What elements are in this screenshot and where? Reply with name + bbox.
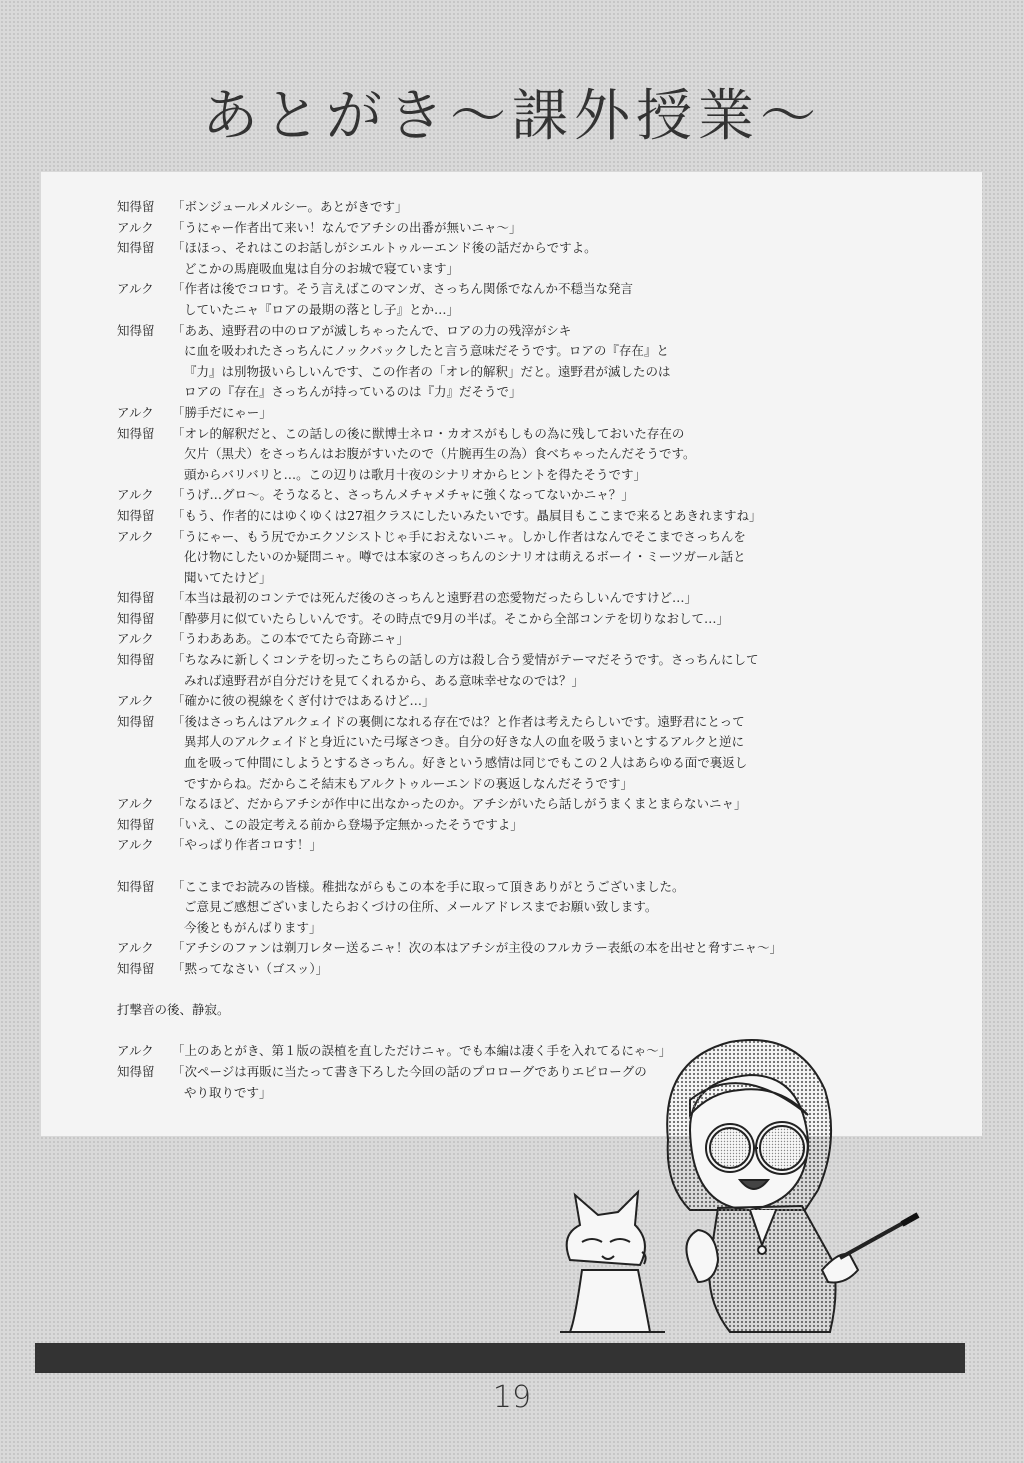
page-number: 19 (492, 1380, 532, 1415)
dialogue-line (117, 877, 847, 939)
dialogue-line (117, 938, 847, 959)
speaker-name: 知得留 (117, 590, 155, 606)
speaker-name: アルク (117, 631, 154, 647)
speaker-name: アルク (117, 837, 154, 853)
dialogue-line (117, 835, 847, 856)
dialogue-line (117, 959, 847, 980)
speaker-name: 知得留 (117, 713, 155, 729)
speaker-name: アルク (117, 693, 154, 709)
dialogue-line (117, 279, 847, 320)
speech-text: 異邦人のアルクェイドと身近にいた弓塚さつき。自分の好きな人の血を吸うまいとするアルクと逆に (184, 734, 745, 750)
narration-text: 打撃音の後、静寂。 (117, 1002, 230, 1018)
dialogue-line (117, 815, 847, 836)
speaker-name: 知得留 (117, 816, 155, 832)
speech-text: 「なるほど、だからアチシが作中に出なかったのか。アチシがいたら話しがうまくまとまらないニャ」 (172, 796, 747, 812)
dialogue-line (117, 609, 847, 630)
speech-text: 「やっぱり作者コロす！」 (172, 837, 323, 853)
speech-text: ロアの『存在』さっちんが持っているのは『力』だそうで」 (184, 384, 522, 400)
speech-text: 今後ともがんばります」 (184, 919, 322, 935)
speech-text: 「黙ってなさい（ゴスッ）」 (172, 960, 329, 976)
dialogue-line (117, 218, 847, 239)
speech-text: 「本当は最初のコンテでは死んだ後のさっちんと遠野君の恋愛物だったらしいんですけど…」 (172, 590, 698, 606)
speaker-name: 知得留 (117, 240, 155, 256)
speech-text: 化け物にしたいのか疑問ニャ。噂では本家のさっちんのシナリオは萌えるボーイ・ミーツガール話と (184, 549, 746, 565)
speaker-name: 知得留 (117, 878, 155, 894)
speaker-name: 知得留 (117, 322, 155, 338)
dialogue-line (117, 403, 847, 424)
dialogue-line (117, 424, 847, 486)
speech-text: みれば遠野君が自分だけを見てくれるから、ある意味幸せなのでは？」 (184, 672, 585, 688)
speaker-name: アルク (117, 528, 154, 544)
dialogue-line (117, 197, 847, 218)
speech-text: どこかの馬鹿吸血鬼は自分のお城で寝ています」 (184, 260, 460, 276)
speaker-name: 知得留 (117, 507, 155, 523)
speech-text: 「ああ、遠野君の中のロアが滅しちゃったんで、ロアの力の残滓がシキ (172, 322, 572, 338)
speaker-name: 知得留 (117, 425, 155, 441)
speaker-name: アルク (117, 404, 154, 420)
speech-text: 「うげ…グロ～。そうなると、さっちんメチャメチャに強くなってないかニャ？」 (172, 487, 634, 503)
speaker-name: アルク (117, 940, 154, 956)
dialogue-line (117, 485, 847, 506)
speech-text: ご意見ご感想ございましたらおくづけの住所、メールアドレスまでお願い致します。 (184, 899, 658, 915)
speech-text: 「ほほっ、それはこのお話しがシエルトゥルーエンド後の話だからですよ。 (172, 240, 597, 256)
speech-text: 「アチシのファンは剃刀レター送るニャ！次の本はアチシが主役のフルカラー表紙の本を出せと脅すニャ～」 (172, 940, 783, 956)
speech-text: 「酔夢月に似ていたらしいんです。その時点で9月の半ば。そこから全部コンテを切りなおして…」 (172, 610, 729, 626)
speaker-name: アルク (117, 487, 154, 503)
dialogue-line (117, 506, 847, 527)
speaker-name: 知得留 (117, 1063, 155, 1079)
speech-text: 「ここまでお読みの皆様。稚拙ながらもこの本を手に取って頂きありがとうございました。 (172, 878, 685, 894)
speech-text: 『力』は別物扱いらしいんです、この作者の「オレ的解釈」だと。遠野君が滅したのは (184, 363, 671, 379)
speech-text: していたニャ『ロアの最期の落とし子』とか…」 (184, 301, 460, 317)
dialogue-line (117, 629, 847, 650)
speech-text: やり取りです」 (184, 1084, 272, 1100)
speaker-name: アルク (117, 219, 154, 235)
speech-text: 「ちなみに新しくコンテを切ったこちらの話しの方は殺し合う愛情がテーマだそうです。さっちんにして (172, 652, 759, 668)
speech-text: 「勝手だにゃー」 (172, 404, 272, 420)
speech-text: 血を吸って仲間にしようとするさっちん。好きという感情は同じでもこの２人はあらゆる面で裏返し (184, 755, 748, 771)
page-title: あとがき～課外授業～ (202, 84, 822, 149)
speaker-name: アルク (117, 281, 154, 297)
dialogue-line (117, 712, 847, 794)
speech-text: 「オレ的解釈だと、この話しの後に獣博士ネロ・カオスがもしもの為に残しておいた存在の (172, 425, 685, 441)
speaker-name: 知得留 (117, 610, 155, 626)
speech-text: 「いえ、この設定考える前から登場予定無かったそうですよ」 (172, 816, 523, 832)
dialogue-line (117, 527, 847, 589)
dialogue-line (117, 238, 847, 279)
speaker-name: アルク (117, 1043, 154, 1059)
speaker-name: 知得留 (117, 652, 155, 668)
speech-text: 「ボンジュールメルシー。あとがきです」 (172, 199, 408, 214)
dialogue-line (117, 650, 847, 691)
speaker-name: 知得留 (117, 960, 155, 976)
character-illustration (540, 1020, 940, 1350)
afterword-dialogue (117, 197, 847, 1103)
dialogue-line (117, 691, 847, 712)
speech-text: 「うわあああ。この本でてたら奇跡ニャ」 (172, 631, 410, 647)
teacher-character (667, 1040, 918, 1332)
speech-text: 「次ページは再販に当たって書き下ろした今回の話のプロローグでありエピローグの (172, 1063, 647, 1079)
speech-text: 「作者は後でコロす。そう言えばこのマンガ、さっちん関係でなんか不穏当な発言 (172, 281, 634, 297)
speaker-name: アルク (117, 796, 154, 812)
footer-bar (35, 1343, 965, 1373)
speech-text: 頭からバリバリと…。この辺りは歌月十夜のシナリオからヒントを得たそうです」 (184, 466, 647, 482)
speech-text: 「後はさっちんはアルクェイドの裏側になれる存在では？と作者は考えたらしいです。遠野君にとって (172, 713, 745, 729)
dialogue-line (117, 321, 847, 403)
speech-text: 「上のあとがき、第１版の誤植を直しただけニャ。でも本編は凄く手を入れてるにゃ～」 (172, 1043, 672, 1059)
speech-text: 聞いてたけど」 (184, 569, 272, 585)
speech-text: 「うにゃー作者出て来い！なんでアチシの出番が無いニャ～」 (172, 219, 522, 235)
speaker-name: 知得留 (117, 199, 155, 214)
speech-text: 「もう、作者的にはゆくゆくは27祖クラスにしたいみたいです。贔屓目もここまで来るとあきれますね」 (172, 507, 762, 523)
dialogue-line (117, 794, 847, 815)
speech-text: 欠片（黒犬）をさっちんはお腹がすいたので（片腕再生の為）食べちゃったんだそうです。 (184, 446, 696, 462)
speech-text: ですからね。だからこそ結末もアルクトゥルーエンドの裏返しなんだそうです」 (184, 775, 633, 791)
speech-text: 「うにゃー、もう尻でかエクソシストじゃ手におえないニャ。しかし作者はなんでそこまでさっちんを (172, 528, 746, 544)
small-character (560, 1192, 665, 1332)
speech-text: 「確かに彼の視線をくぎ付けではあるけど…」 (172, 693, 435, 709)
speech-text: に血を吸われたさっちんにノックバックしたと言う意味だそうです。ロアの『存在』と (184, 343, 669, 359)
dialogue-line (117, 588, 847, 609)
